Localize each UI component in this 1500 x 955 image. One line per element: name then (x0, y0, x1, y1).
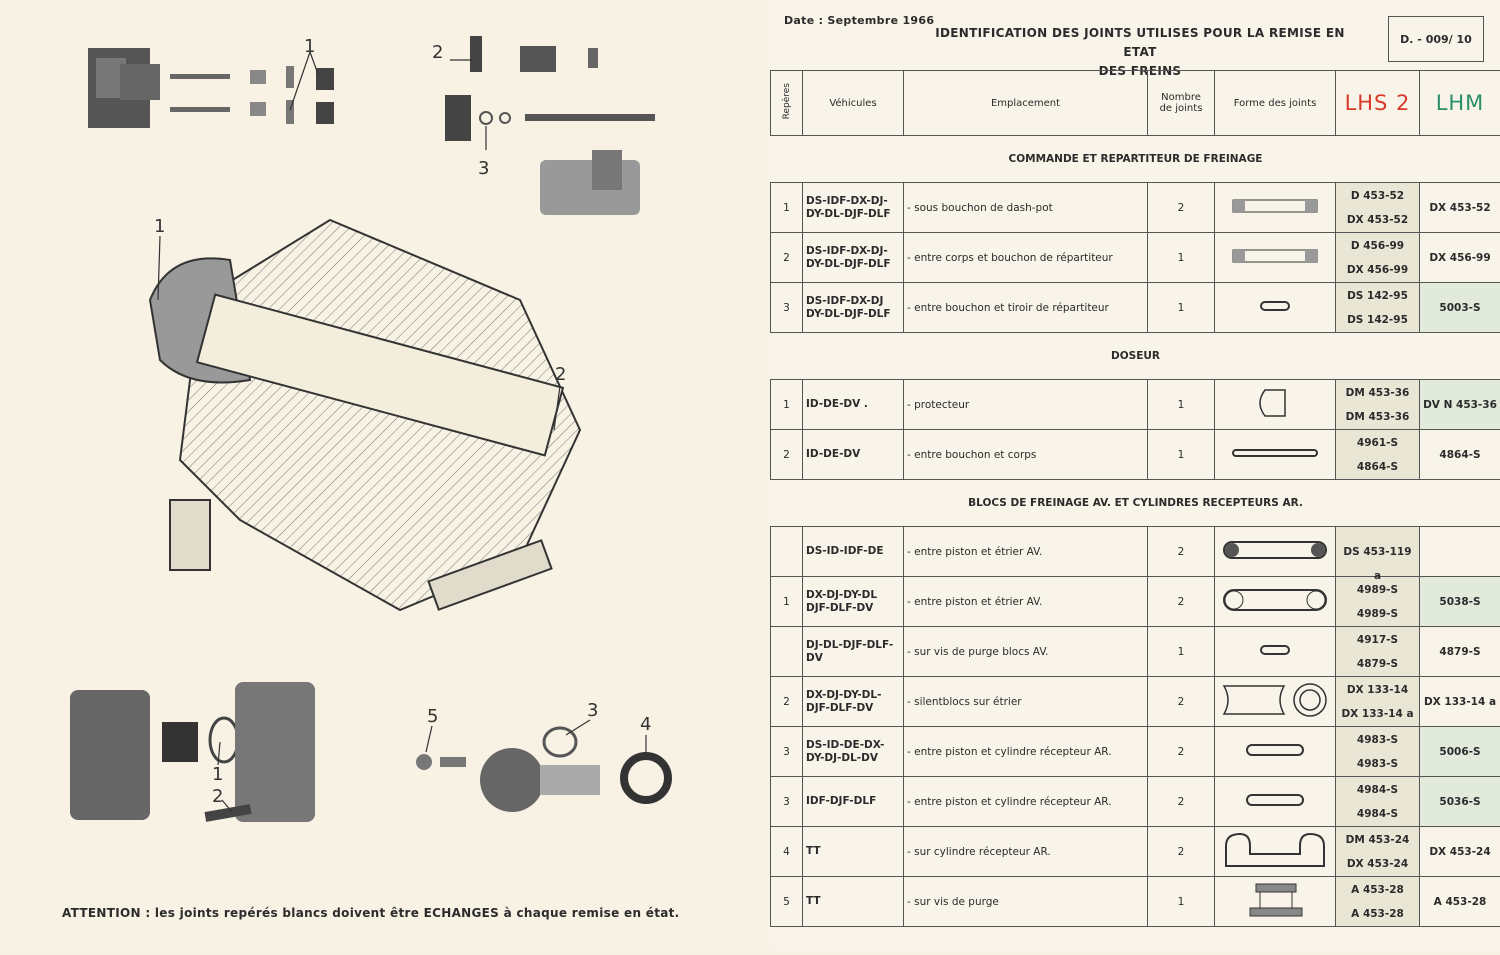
vehicules-cell: IDF-DJF-DLF (803, 777, 904, 827)
rear-cylinder-parts-photo (416, 728, 668, 812)
lhm-cell: DV N 453-36 (1420, 380, 1500, 430)
nombre-cell: 2 (1148, 827, 1215, 877)
table-body (771, 136, 1500, 927)
lhs2-cell (1336, 627, 1420, 677)
nombre-cell: 1 (1148, 430, 1215, 480)
lhs2-code: DX 453-24 (1339, 852, 1416, 876)
vehicules-cell: DX-DJ-DY-DL DJF-DLF-DV (803, 577, 904, 627)
nombre-cell: 1 (1148, 380, 1215, 430)
vehicules-cell: TT (803, 877, 904, 927)
table-row (771, 627, 1500, 677)
lhs2-code: DX 456-99 (1339, 258, 1416, 282)
callout-4-cylinder: 4 (640, 714, 651, 735)
lhs2-code: DM 453-36 (1339, 405, 1416, 429)
nombre-cell: 2 (1148, 577, 1215, 627)
vehicules-cell: DS-ID-IDF-DE (803, 527, 904, 577)
section-title: BLOCS DE FREINAGE AV. ET CYLINDRES RECEPTEURS AR. (771, 480, 1500, 527)
emplacement-cell: - entre piston et étrier AV. (904, 527, 1148, 577)
lhs2-code: D 453-52 (1339, 184, 1416, 208)
emplacement-cell: - entre bouchon et tiroir de répartiteur (904, 283, 1148, 333)
joint-shape-icon (1215, 283, 1336, 333)
repere-cell: 1 (771, 183, 803, 233)
lhs2-code: DM 453-24 (1339, 828, 1416, 852)
table-row (771, 577, 1500, 627)
lhs2-code: DS 142-95 (1339, 284, 1416, 308)
emplacement-cell: - silentblocs sur étrier (904, 677, 1148, 727)
repere-cell: 3 (771, 777, 803, 827)
joint-shape-icon (1215, 577, 1336, 627)
table-row (771, 727, 1500, 777)
vehicules-cell: DS-IDF-DX-DJ-DY-DL-DJF-DLF (803, 183, 904, 233)
table-row (771, 380, 1500, 430)
col-lhm: LHM (1420, 71, 1500, 136)
lhm-cell (1420, 527, 1500, 577)
lhm-cell: 4879-S (1420, 627, 1500, 677)
nombre-cell: 1 (1148, 283, 1215, 333)
emplacement-cell: - sur vis de purge (904, 877, 1148, 927)
lhs2-code: 4961-S (1339, 431, 1416, 455)
lhm-cell: DX 453-52 (1420, 183, 1500, 233)
nombre-cell: 1 (1148, 877, 1215, 927)
joint-shape-icon (1215, 677, 1336, 727)
joint-shape-icon (1215, 827, 1336, 877)
vehicules-cell: DS-IDF-DX-DJ-DY-DL-DJF-DLF (803, 233, 904, 283)
repere-cell: 3 (771, 283, 803, 333)
joint-shape-icon (1215, 877, 1336, 927)
lhs2-code: DX 453-52 (1339, 208, 1416, 232)
repere-cell: 2 (771, 677, 803, 727)
lhs2-cell (1336, 233, 1420, 283)
repere-cell: 2 (771, 233, 803, 283)
vehicules-cell: TT (803, 827, 904, 877)
lhm-cell: 5038-S (1420, 577, 1500, 627)
lhs2-code: DS 142-95 (1339, 308, 1416, 332)
lhs2-code: 4983-S (1339, 752, 1416, 776)
joint-shape-icon (1215, 527, 1336, 577)
lhs2-cell (1336, 183, 1420, 233)
col-vehicules: Véhicules (803, 71, 904, 136)
lhs2-code: 4917-S (1339, 628, 1416, 652)
lhs2-cell (1336, 577, 1420, 627)
callout-3-top: 3 (478, 158, 489, 179)
lhs2-code: A 453-28 (1339, 878, 1416, 902)
lhs2-cell (1336, 727, 1420, 777)
lhm-cell: 5006-S (1420, 727, 1500, 777)
lhs2-code: 4879-S (1339, 652, 1416, 676)
table-row (771, 183, 1500, 233)
col-nombre: Nombre de joints (1148, 71, 1215, 136)
lhm-cell: 4864-S (1420, 430, 1500, 480)
vehicules-cell: ID-DE-DV (803, 430, 904, 480)
section-title: DOSEUR (771, 333, 1500, 380)
lhs2-cell (1336, 777, 1420, 827)
nombre-cell: 2 (1148, 777, 1215, 827)
document-reference: D. - 009/ 10 (1388, 16, 1484, 62)
repere-cell: 2 (771, 430, 803, 480)
emplacement-cell: - entre piston et étrier AV. (904, 577, 1148, 627)
joint-shape-icon (1215, 727, 1336, 777)
col-emplacement: Emplacement (904, 71, 1148, 136)
section-header-row (771, 480, 1500, 527)
emplacement-cell: - sous bouchon de dash-pot (904, 183, 1148, 233)
emplacement-cell: - entre corps et bouchon de répartiteur (904, 233, 1148, 283)
callout-1-section: 1 (154, 216, 165, 237)
lhm-cell: DX 133-14 a (1420, 677, 1500, 727)
joint-table (770, 70, 1500, 927)
lhs2-cell (1336, 677, 1420, 727)
lhs2-code: 4989-S (1339, 578, 1416, 602)
emplacement-cell: - sur vis de purge blocs AV. (904, 627, 1148, 677)
lhs2-code: A 453-28 (1339, 902, 1416, 926)
lhs2-code: DS 453-119 a (1339, 540, 1416, 564)
repartiteur-cross-section (150, 220, 580, 610)
lhm-cell: A 453-28 (1420, 877, 1500, 927)
col-lhs2: LHS 2 (1336, 71, 1420, 136)
table-row (771, 233, 1500, 283)
repere-cell: 1 (771, 577, 803, 627)
lhs2-code: DM 453-36 (1339, 381, 1416, 405)
lhm-cell: 5003-S (1420, 283, 1500, 333)
lhs2-code: 4984-S (1339, 802, 1416, 826)
lhs2-code: 4984-S (1339, 778, 1416, 802)
joint-table-panel (770, 0, 1500, 951)
repere-cell: 5 (771, 877, 803, 927)
callout-2-section: 2 (555, 364, 566, 385)
joint-shape-icon (1215, 233, 1336, 283)
callout-1-top: 1 (304, 36, 315, 57)
vehicules-cell: DS-IDF-DX-DJ DY-DL-DJF-DLF (803, 283, 904, 333)
table-header-row (771, 71, 1500, 136)
callout-3-cylinder: 3 (587, 700, 598, 721)
repere-cell: 1 (771, 380, 803, 430)
nombre-cell: 2 (1148, 527, 1215, 577)
lhs2-cell (1336, 380, 1420, 430)
vehicules-cell: DS-ID-DE-DX-DY-DJ-DL-DV (803, 727, 904, 777)
lhm-cell: 5036-S (1420, 777, 1500, 827)
document-date: Date : Septembre 1966 (784, 14, 934, 27)
attention-note: ATTENTION : les joints repérés blancs doivent être ECHANGES à chaque remise en état. (62, 906, 680, 920)
repartiteur-parts-photo (445, 36, 655, 215)
lhs2-code: 4983-S (1339, 728, 1416, 752)
section-header-row (771, 333, 1500, 380)
lhs2-code: 4989-S (1339, 602, 1416, 626)
col-forme: Forme des joints (1215, 71, 1336, 136)
caliper-photo (70, 682, 315, 822)
table-row (771, 777, 1500, 827)
col-reperes: Repères (771, 71, 803, 136)
nombre-cell: 2 (1148, 183, 1215, 233)
lhs2-cell (1336, 827, 1420, 877)
vehicules-cell: ID-DE-DV . (803, 380, 904, 430)
lhs2-cell (1336, 430, 1420, 480)
table-row (771, 430, 1500, 480)
repere-cell (771, 527, 803, 577)
repere-cell: 3 (771, 727, 803, 777)
table-row (771, 283, 1500, 333)
nombre-cell: 2 (1148, 727, 1215, 777)
title-line-2: DES FREINS (930, 62, 1350, 81)
nombre-cell: 2 (1148, 677, 1215, 727)
emplacement-cell: - protecteur (904, 380, 1148, 430)
emplacement-cell: - entre bouchon et corps (904, 430, 1148, 480)
callout-2-top: 2 (432, 42, 443, 63)
lhs2-code: 4864-S (1339, 455, 1416, 479)
joint-shape-icon (1215, 627, 1336, 677)
table-row (771, 677, 1500, 727)
joint-shape-icon (1215, 183, 1336, 233)
emplacement-cell: - entre piston et cylindre récepteur AR. (904, 727, 1148, 777)
callout-2-caliper: 2 (212, 786, 223, 807)
nombre-cell: 1 (1148, 627, 1215, 677)
callout-1-caliper: 1 (212, 764, 223, 785)
lhs2-cell (1336, 877, 1420, 927)
section-title: COMMANDE ET REPARTITEUR DE FREINAGE (771, 136, 1500, 183)
emplacement-cell: - sur cylindre récepteur AR. (904, 827, 1148, 877)
lhs2-cell (1336, 527, 1420, 577)
repere-cell: 4 (771, 827, 803, 877)
callout-5-cylinder: 5 (427, 706, 438, 727)
section-header-row (771, 136, 1500, 183)
lhs2-code: D 456-99 (1339, 234, 1416, 258)
emplacement-cell: - entre piston et cylindre récepteur AR. (904, 777, 1148, 827)
title-line-1: IDENTIFICATION DES JOINTS UTILISES POUR LA REMISE EN ETAT (930, 24, 1350, 62)
joint-shape-icon (1215, 380, 1336, 430)
table-row (771, 827, 1500, 877)
nombre-cell: 1 (1148, 233, 1215, 283)
lhm-cell: DX 453-24 (1420, 827, 1500, 877)
lhs2-cell (1336, 283, 1420, 333)
vehicules-cell: DJ-DL-DJF-DLF-DV (803, 627, 904, 677)
table-row (771, 527, 1500, 577)
lhs2-code: DX 133-14 (1339, 678, 1416, 702)
lhs2-code: DX 133-14 a (1339, 702, 1416, 726)
table-row (771, 877, 1500, 927)
repere-cell (771, 627, 803, 677)
lhm-cell: DX 456-99 (1420, 233, 1500, 283)
joint-shape-icon (1215, 777, 1336, 827)
joint-shape-icon (1215, 430, 1336, 480)
vehicules-cell: DX-DJ-DY-DL-DJF-DLF-DV (803, 677, 904, 727)
